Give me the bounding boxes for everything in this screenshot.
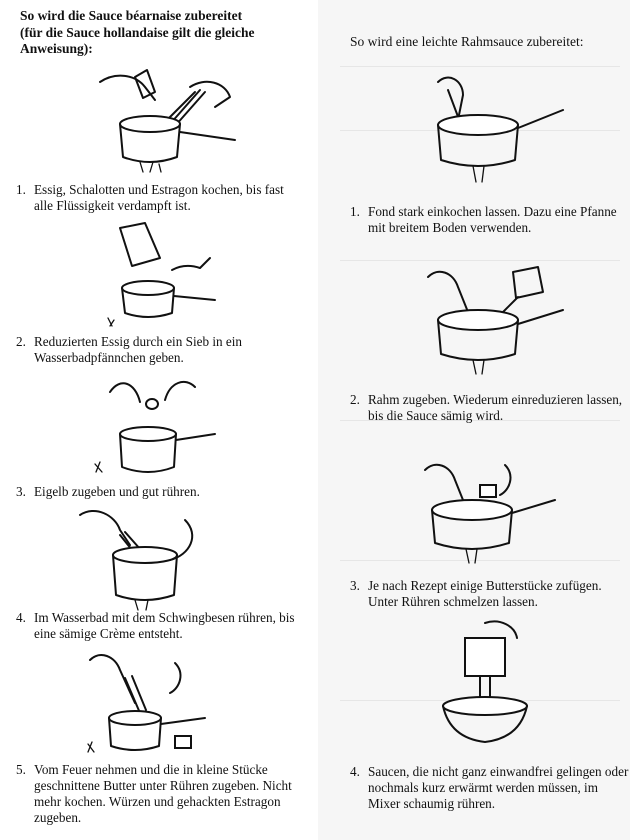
reducing-pan-illustration bbox=[418, 70, 568, 190]
step-number: 1. bbox=[350, 204, 360, 219]
butter-whisk-illustration bbox=[80, 648, 210, 758]
bleed-line bbox=[340, 260, 620, 261]
rahmsauce-step-3 bbox=[350, 578, 625, 610]
rahmsauce-step-2 bbox=[350, 392, 625, 424]
rahmsauce-heading: So wird eine leichte Rahmsauce zubereitet: bbox=[350, 34, 584, 49]
blender-illustration bbox=[425, 618, 545, 746]
step-number: 2. bbox=[16, 334, 26, 349]
rahmsauce-step-1 bbox=[350, 204, 625, 236]
bearnaise-subheading: (für die Sauce hollandaise gilt die gleiche Anweisung): bbox=[20, 25, 255, 56]
step-number: 2. bbox=[350, 392, 360, 407]
step-text: Essig, Schalotten und Estragon kochen, bis fast alle Flüssigkeit verdampft ist. bbox=[34, 182, 284, 213]
sieve-pour-illustration bbox=[100, 218, 220, 330]
bearnaise-step-1 bbox=[16, 182, 306, 214]
step-text: Eigelb zugeben und gut rühren. bbox=[34, 484, 200, 499]
whisk-waterbath-illustration bbox=[70, 500, 220, 612]
step-number: 4. bbox=[16, 610, 26, 625]
bearnaise-step-2 bbox=[16, 334, 306, 366]
saucepan-vinegar-pour-illustration bbox=[95, 62, 245, 174]
step-text: Fond stark einkochen lassen. Dazu eine Pfanne mit breitem Boden verwenden. bbox=[368, 204, 617, 235]
step-text: Vom Feuer nehmen und die in kleine Stücke geschnittene Butter unter Rühren zugeben. Nicht mehr kochen. Würzen und gehackten Estragon zugeben. bbox=[34, 762, 292, 825]
step-number: 5. bbox=[16, 762, 26, 777]
rahmsauce-step-4 bbox=[350, 764, 630, 812]
butter-stir-illustration bbox=[410, 455, 560, 567]
step-text: Saucen, die nicht ganz einwandfrei gelingen oder nochmals kurz erwärmt werden müssen, im Mixer schaumig rühren. bbox=[368, 764, 629, 811]
step-text: Rahm zugeben. Wiederum einreduzieren lassen, bis die Sauce sämig wird. bbox=[368, 392, 623, 423]
step-number: 3. bbox=[350, 578, 360, 593]
step-number: 1. bbox=[16, 182, 26, 197]
cream-pour-illustration bbox=[418, 262, 568, 377]
bearnaise-step-3 bbox=[16, 484, 306, 500]
step-text: Je nach Rezept einige Butterstücke zufügen. Unter Rühren schmelzen lassen. bbox=[368, 578, 602, 609]
bearnaise-step-5 bbox=[16, 762, 311, 826]
bleed-line bbox=[340, 66, 620, 67]
bearnaise-step-4 bbox=[16, 610, 306, 642]
bearnaise-heading: So wird die Sauce béarnaise zubereitet bbox=[20, 8, 243, 23]
step-number: 3. bbox=[16, 484, 26, 499]
egg-yolk-illustration bbox=[90, 372, 220, 482]
step-text: Im Wasserbad mit dem Schwingbesen rühren, bis eine sämige Crème entsteht. bbox=[34, 610, 295, 641]
step-number: 4. bbox=[350, 764, 360, 779]
step-text: Reduzierten Essig durch ein Sieb in ein Wasserbadpfännchen geben. bbox=[34, 334, 243, 365]
